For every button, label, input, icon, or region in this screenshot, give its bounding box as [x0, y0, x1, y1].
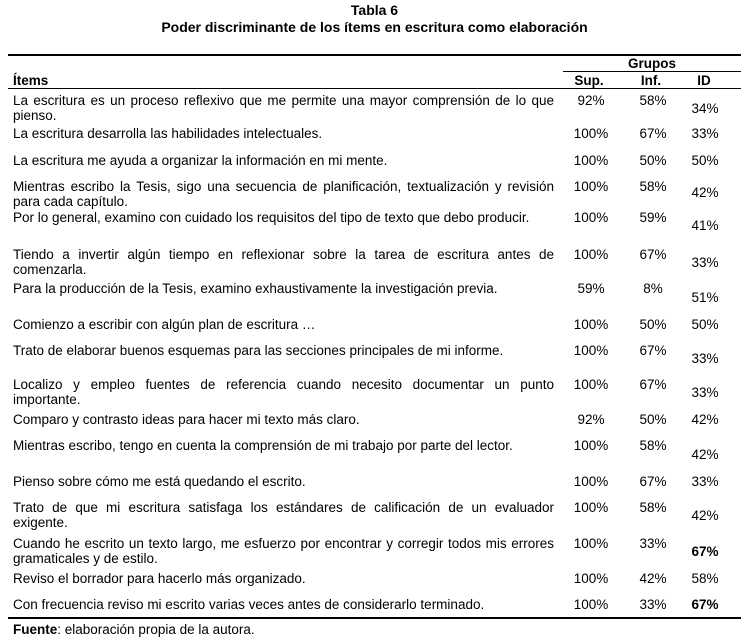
item-text: Trato de elaborar buenos esquemas para las secciones principales de mi informe. [13, 343, 504, 358]
bottom-rule [8, 617, 741, 619]
item-text: Para la producción de la Tesis, examino exhaustivamente la investigación previa. [13, 281, 498, 296]
id-value: 42% [691, 508, 719, 523]
table-row [0, 281, 749, 305]
inf-value: 58% [639, 179, 667, 194]
group-header: Grupos [627, 56, 676, 71]
source-note [13, 622, 255, 638]
item-text: La escritura desarrolla las habilidades intelectuales. [13, 126, 323, 141]
inf-value: 50% [639, 317, 667, 332]
item-text: La escritura me ayuda a organizar la información en mi mente. [13, 153, 388, 168]
table-row [0, 571, 749, 586]
table-row [0, 210, 749, 233]
inf-value: 33% [639, 597, 667, 612]
table-row [0, 179, 749, 209]
sup-value: 100% [573, 126, 609, 141]
item-text: Comienzo a escribir con algún plan de escritura … [13, 317, 316, 332]
sup-value: 100% [573, 153, 609, 168]
source-text: : elaboración propia de la autora. [57, 622, 255, 637]
inf-value: 50% [639, 412, 667, 427]
inf-value: 33% [639, 536, 667, 551]
table-row [0, 597, 749, 612]
sup-value: 100% [573, 179, 609, 194]
table-row [0, 438, 749, 462]
column-header-sup: Sup. [574, 73, 604, 88]
table-caption: Poder discriminante de los ítems en escritura como elaboración [161, 19, 588, 35]
item-text: Pienso sobre cómo me está quedando el escrito. [13, 474, 306, 489]
id-value: 67% [691, 544, 719, 559]
item-text: Mientras escribo la Tesis, sigo una secuencia de planificación, textualización y revisión para cada capítulo. [13, 179, 554, 209]
column-header-inf: Inf. [640, 73, 662, 88]
inf-value: 58% [639, 438, 667, 453]
inf-value: 67% [639, 126, 667, 141]
id-value: 58% [691, 571, 719, 586]
id-value: 41% [691, 218, 719, 233]
item-text: Localizo y empleo fuentes de referencia cuando necesito documentar un punto importante. [13, 377, 554, 407]
table-row [0, 377, 749, 407]
item-text: Mientras escribo, tengo en cuenta la comprensión de mi trabajo por parte del lector. [13, 438, 513, 453]
sup-value: 59% [577, 281, 605, 296]
id-value: 42% [691, 447, 719, 462]
sup-value: 100% [573, 247, 609, 262]
inf-value: 58% [639, 500, 667, 515]
column-header-items: Ítems [13, 73, 49, 88]
sup-value: 100% [573, 474, 609, 489]
sup-value: 100% [573, 571, 609, 586]
inf-value: 58% [639, 93, 667, 108]
id-value: 33% [691, 351, 719, 366]
id-value: 33% [691, 255, 719, 270]
id-value: 34% [691, 101, 719, 116]
item-text: Trato de que mi escritura satisfaga los estándares de calificación de un evaluador exigente. [13, 500, 554, 530]
table-number: Tabla 6 [350, 2, 399, 18]
inf-value: 67% [639, 377, 667, 392]
id-value: 42% [691, 185, 719, 200]
inf-value: 67% [639, 343, 667, 358]
sup-value: 92% [577, 412, 605, 427]
item-text: La escritura es un proceso reflexivo que me permite una mayor comprensión de lo que pienso. [13, 93, 554, 123]
item-text: Reviso el borrador para hacerlo más organizado. [13, 571, 306, 586]
inf-value: 59% [639, 210, 667, 225]
item-text: Cuando he escrito un texto largo, me esfuerzo por encontrar y corregir todos mis errores gramaticales y de estilo. [13, 536, 554, 566]
table-row [0, 153, 749, 168]
header-rule [8, 88, 741, 89]
table-row [0, 126, 749, 141]
inf-value: 67% [639, 247, 667, 262]
table-row [0, 93, 749, 123]
sup-value: 92% [577, 93, 605, 108]
id-value: 33% [691, 474, 719, 489]
item-text: Con frecuencia reviso mi escrito varias veces antes de considerarlo terminado. [13, 597, 485, 612]
table-row [0, 412, 749, 427]
sup-value: 100% [573, 343, 609, 358]
group-rule [563, 71, 741, 72]
table-row [0, 474, 749, 489]
id-value: 42% [691, 412, 719, 427]
sup-value: 100% [573, 438, 609, 453]
id-value: 33% [691, 385, 719, 400]
item-text: Tiendo a invertir algún tiempo en reflexionar sobre la tarea de escritura antes de comenzarla. [13, 247, 554, 277]
sup-value: 100% [573, 210, 609, 225]
id-value: 50% [691, 317, 719, 332]
item-text: Comparo y contrasto ideas para hacer mi texto más claro. [13, 412, 360, 427]
sup-value: 100% [573, 597, 609, 612]
table-row [0, 343, 749, 366]
table-row [0, 536, 749, 566]
inf-value: 67% [639, 474, 667, 489]
item-text: Por lo general, examino con cuidado los requisitos del tipo de texto que debo producir. [13, 210, 530, 225]
sup-value: 100% [573, 317, 609, 332]
source-label: Fuente [13, 622, 58, 637]
inf-value: 8% [643, 281, 663, 296]
column-header-id: ID [697, 73, 711, 88]
table-row [0, 317, 749, 332]
id-value: 51% [691, 290, 719, 305]
id-value: 67% [691, 597, 719, 612]
table-row [0, 500, 749, 530]
id-value: 50% [691, 153, 719, 168]
sup-value: 100% [573, 500, 609, 515]
sup-value: 100% [573, 377, 609, 392]
id-value: 33% [691, 126, 719, 141]
table-row [0, 247, 749, 277]
sup-value: 100% [573, 536, 609, 551]
inf-value: 42% [639, 571, 667, 586]
inf-value: 50% [639, 153, 667, 168]
